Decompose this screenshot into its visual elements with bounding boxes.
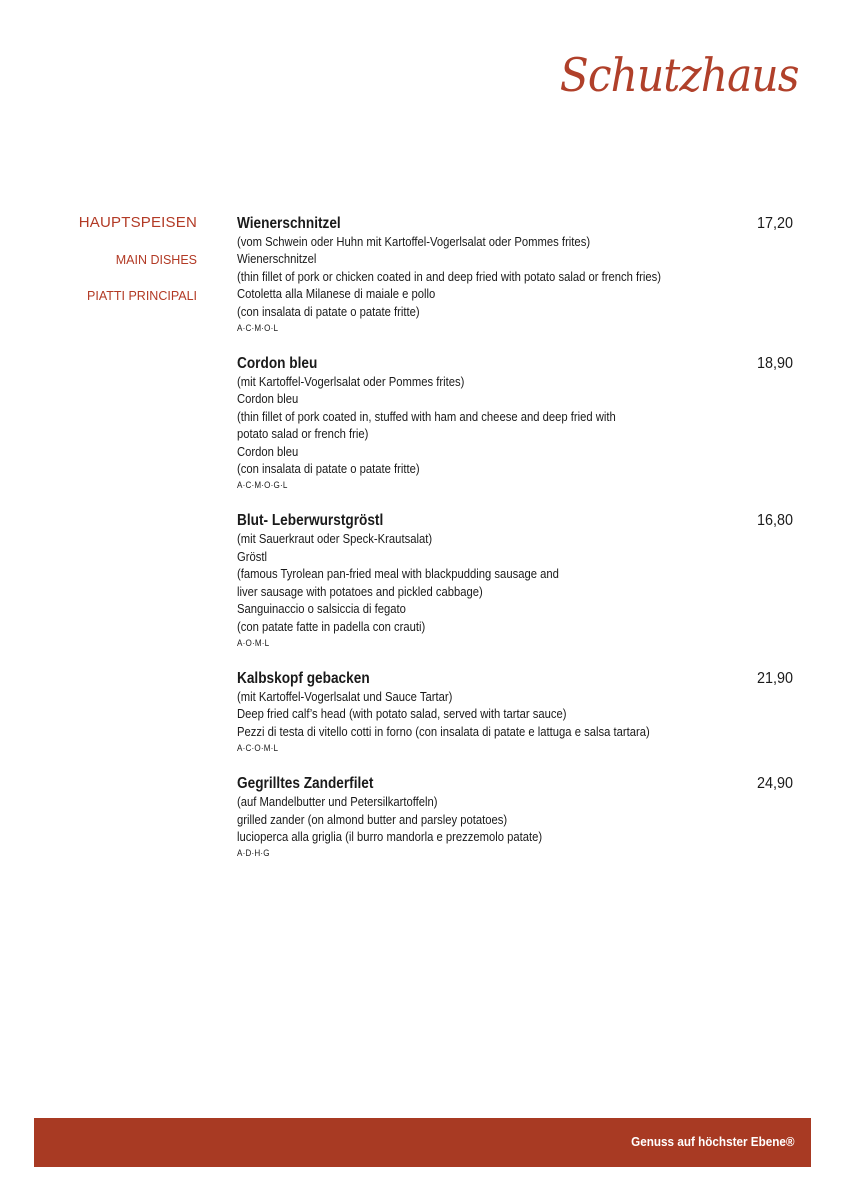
dish-description-line: Sanguinaccio o salsiccia di fegato — [237, 602, 406, 617]
dish-description-line: Cotoletta alla Milanese di maiale e pollo — [237, 287, 436, 302]
dish-name: Cordon bleu — [237, 355, 318, 373]
menu-item — [237, 774, 793, 861]
dish-description-line: (mit Sauerkraut oder Speck-Krautsalat) — [237, 532, 433, 547]
dish-description-line: grilled zander (on almond butter and parsley potatoes) — [237, 812, 508, 827]
menu-item — [237, 354, 793, 493]
allergen-codes: A·C·O·M·L — [237, 743, 279, 754]
menu-list — [237, 214, 793, 879]
category-title-it: PIATTI PRINCIPALI — [87, 289, 197, 303]
dish-price: 17,20 — [756, 215, 793, 232]
dish-description-line: (mit Kartoffel-Vogerlsalat oder Pommes frites) — [237, 375, 465, 390]
footer-slogan: Genuss auf höchster Ebene® — [631, 1134, 795, 1149]
menu-item — [237, 214, 793, 336]
dish-price: 16,80 — [756, 512, 793, 530]
allergen-codes: A·O·M·L — [237, 637, 270, 648]
category-title-en: MAIN DISHES — [115, 253, 197, 267]
dish-description-line: Cordon bleu — [237, 392, 299, 407]
dish-name: Gegrilltes Zanderfilet — [237, 775, 374, 793]
dish-description-line: (vom Schwein oder Huhn mit Kartoffel-Vogerlsalat oder Pommes frites) — [237, 235, 591, 249]
allergen-codes: A·C·M·O·G·L — [237, 480, 288, 491]
dish-price: 18,90 — [756, 355, 793, 373]
dish-description-line: Pezzi di testa di vitello cotti in forno (con insalata di patate e lattuga e salsa tartara) — [237, 724, 650, 739]
dish-description-line: (con insalata di patate o patate fritte) — [237, 304, 420, 319]
dish-description-line: liver sausage with potatoes and pickled cabbage) — [237, 584, 483, 599]
dish-description-line: lucioperca alla griglia (il burro mandorla e prezzemolo patate) — [237, 829, 543, 844]
dish-description-line: (auf Mandelbutter und Petersilkartoffeln) — [237, 795, 438, 810]
dish-description-line: (con insalata di patate o patate fritte) — [237, 462, 420, 477]
dish-description-line: (thin fillet of pork or chicken coated in and deep fried with potato salad or french fries) — [237, 269, 661, 284]
dish-description-line: (thin fillet of pork coated in, stuffed with ham and cheese and deep fried with — [237, 409, 616, 424]
dish-description-line: Wienerschnitzel — [237, 252, 317, 267]
dish-description-line: potato salad or french frie) — [237, 427, 369, 442]
dish-description-line: Gröstl — [237, 549, 268, 564]
category-title-de: HAUPTSPEISEN — [78, 214, 197, 231]
category-labels — [17, 214, 197, 325]
dish-description-line: (mit Kartoffel-Vogerlsalat und Sauce Tartar) — [237, 689, 453, 704]
menu-item — [237, 669, 793, 756]
menu-item — [237, 511, 793, 650]
dish-description-line: Cordon bleu — [237, 444, 299, 459]
dish-name: Blut- Leberwurstgröstl — [237, 512, 384, 530]
dish-price: 24,90 — [756, 775, 793, 793]
dish-name: Kalbskopf gebacken — [237, 669, 370, 687]
brand-logo: Schutzhaus — [560, 48, 799, 102]
dish-price: 21,90 — [756, 669, 793, 687]
footer-bar — [34, 1118, 811, 1167]
allergen-codes: A·C·M·O·L — [237, 323, 279, 334]
dish-description-line: (con patate fatte in padella con crauti) — [237, 619, 426, 634]
allergen-codes: A·D·H·G — [237, 848, 270, 859]
dish-name: Wienerschnitzel — [237, 215, 341, 232]
dish-description-line: Deep fried calf’s head (with potato salad, served with tartar sauce) — [237, 707, 567, 722]
dish-description-line: (famous Tyrolean pan-fried meal with blackpudding sausage and — [237, 567, 559, 582]
